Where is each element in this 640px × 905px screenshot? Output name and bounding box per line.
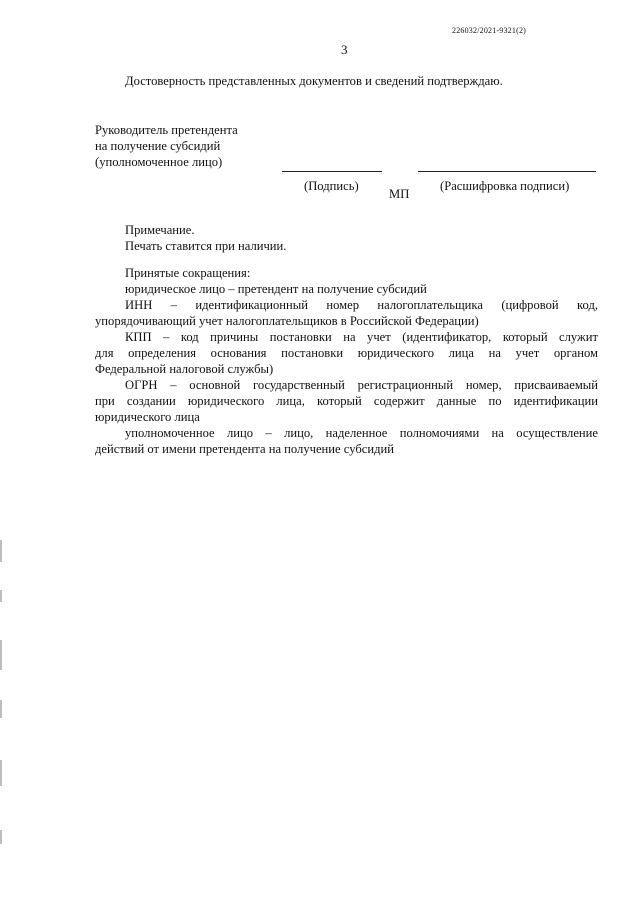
- abbreviation-inn-line-1: ИНН – идентификационный номер налогоплательщика (цифровой код,: [125, 298, 598, 312]
- abbreviation-kpp-line-1: КПП – код причины постановки на учет (идентификатор, который служит: [125, 330, 598, 344]
- abbreviation-authorized-line-2: действий от имени претендента на получение субсидий: [95, 442, 394, 456]
- signature-label: (Подпись): [304, 179, 359, 193]
- confirmation-text: Достоверность представленных документов и сведений подтверждаю.: [125, 74, 503, 88]
- abbreviation-ogrn-line-1: ОГРН – основной государственный регистрационный номер, присваиваемый: [125, 378, 598, 392]
- abbreviations-title: Принятые сокращения:: [125, 266, 251, 280]
- note-title: Примечание.: [125, 223, 195, 237]
- abbreviation-kpp-line-3: Федеральной налоговой службы): [95, 362, 274, 376]
- signatory-line-2: на получение субсидий: [95, 139, 221, 153]
- page-number: 3: [341, 42, 348, 57]
- abbreviation-inn-line-2: упорядочивающий учет налогоплательщиков в Российской Федерации): [95, 314, 479, 328]
- signatory-line-3: (уполномоченное лицо): [95, 155, 223, 169]
- abbreviation-ogrn-line-3: юридического лица: [95, 410, 200, 424]
- abbreviation-kpp-line-2: для определения основания постановки юридического лица на учет органом: [95, 346, 598, 360]
- abbreviation-legal-entity: юридическое лицо – претендент на получение субсидий: [125, 282, 427, 296]
- abbreviation-ogrn-line-2: при создании юридического лица, который содержит данные по идентификации: [95, 394, 598, 408]
- stamp-label: МП: [389, 187, 410, 201]
- signatory-line-1: Руководитель претендента: [95, 123, 238, 137]
- note-text: Печать ставится при наличии.: [125, 239, 287, 253]
- decoding-line: [418, 171, 596, 172]
- abbreviation-authorized-line-1: уполномоченное лицо – лицо, наделенное полномочиями на осуществление: [125, 426, 598, 440]
- scan-edge: [0, 0, 2, 905]
- signature-line: [282, 171, 382, 172]
- decoding-label: (Расшифровка подписи): [440, 179, 570, 193]
- document-number: 226032/2021-9321(2): [452, 26, 527, 35]
